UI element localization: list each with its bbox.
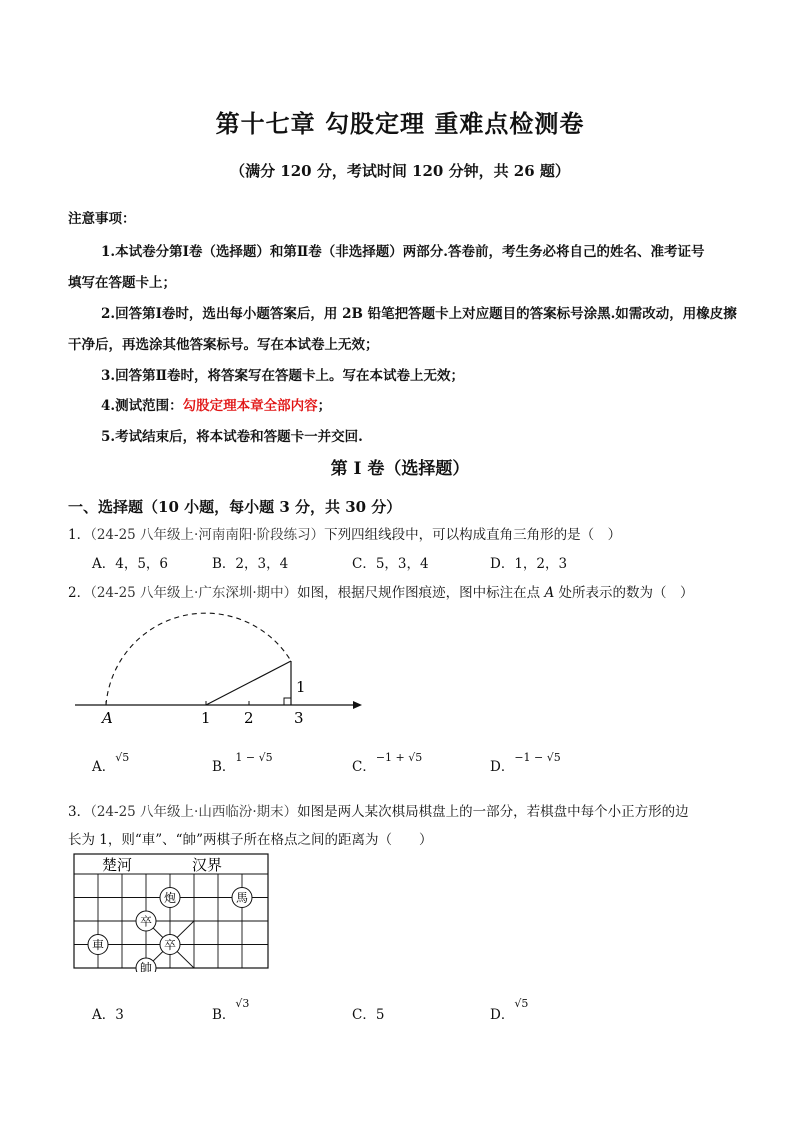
q1-option-a: A．4，5，6: [92, 556, 169, 572]
option-letter: D．: [490, 1007, 515, 1023]
option-expr: −1 − √5: [514, 751, 561, 764]
option-expr: √3: [235, 997, 250, 1010]
option-letter: B．: [212, 759, 236, 775]
question-3: [68, 800, 689, 820]
q1-option-c: C．5，3，4: [352, 556, 429, 572]
q1-option-d: D．1，2，3: [490, 556, 568, 572]
note-item-4-prefix: 4.测试范围：: [101, 398, 183, 414]
question-number: 3．: [68, 804, 91, 820]
test-range: 勾股定理本章全部内容: [182, 398, 318, 414]
question-stem: 如图，根据尺规作图痕迹，图中标注在点: [297, 585, 545, 601]
q3-option-b: [212, 997, 250, 1023]
section-title: 第 I 卷（选择题）: [330, 459, 470, 479]
note-item-1-cont: 填写在答题卡上；: [68, 275, 176, 291]
option-expr: 5: [375, 1007, 385, 1023]
part-heading: 一、选择题（10 小题，每小题 3 分，共 30 分）: [68, 498, 402, 516]
notes-heading: 注意事项：: [68, 211, 136, 227]
option-expr: 1 − √5: [235, 751, 273, 764]
option-letter: B．: [212, 1007, 236, 1023]
number-line-figure: [70, 600, 370, 730]
chessboard-figure: [72, 852, 272, 972]
q2-option-b: [212, 751, 273, 775]
question-2: [68, 581, 693, 601]
label-1: 1: [201, 709, 211, 727]
option-letter: C．: [352, 1007, 376, 1023]
chariot-label: 車: [91, 938, 105, 952]
marshal-label: 帥: [139, 961, 153, 972]
arrow-icon: [353, 701, 362, 709]
option-letter: A．: [92, 1007, 116, 1023]
question-stem-end: 处所表示的数为（ ）: [554, 585, 694, 601]
question-1: [68, 523, 621, 543]
label-a: A: [102, 709, 113, 727]
river-left: 楚河: [102, 856, 133, 874]
note-item-2-cont: 干净后，再选涂其他答案标号。写在本试卷上无效；: [68, 337, 379, 353]
note-item-2: 2.回答第Ⅰ卷时，选出每小题答案后，用 2B 铅笔把答题卡上对应题目的答案标号涂黑.如需改动，用橡皮擦: [101, 306, 737, 322]
q3-option-a: [92, 1003, 124, 1023]
right-angle-icon: [284, 698, 291, 705]
option-expr: √5: [514, 997, 529, 1010]
question-stem: 下列四组线段中，可以构成直角三角形的是（ ）: [324, 527, 622, 543]
horse-label: 馬: [235, 891, 249, 905]
question-number: 2．: [68, 585, 91, 601]
q3-option-c: [352, 1003, 384, 1023]
q2-option-d: [490, 751, 561, 775]
compass-arc: [106, 613, 291, 705]
cannon-label: 炮: [163, 891, 177, 905]
soldier-label-2: 卒: [163, 938, 177, 952]
page-title: 第十七章 勾股定理 重难点检测卷: [215, 109, 585, 138]
option-expr: √5: [115, 751, 130, 764]
question-number: 1．: [68, 527, 91, 543]
question-source: （24-25 八年级上·河南南阳·阶段练习）: [90, 527, 325, 543]
soldier-label: 卒: [139, 914, 153, 929]
option-letter: A．: [92, 759, 116, 775]
hypotenuse: [206, 661, 291, 705]
note-item-4: [101, 394, 331, 414]
river-right: 汉界: [192, 856, 223, 874]
note-item-1: 1.本试卷分第Ⅰ卷（选择题）和第Ⅱ卷（非选择题）两部分.答卷前，考生务必将自己的姓名、准考证号: [101, 244, 705, 260]
label-side-1: 1: [296, 678, 306, 696]
q1-option-b: B．2，3，4: [212, 556, 289, 572]
question-stem: 如图是两人某次棋局棋盘上的一部分，若棋盘中每个小正方形的边: [297, 804, 689, 820]
option-letter: D．: [490, 759, 515, 775]
label-2: 2: [244, 709, 254, 727]
note-item-5: 5.考试结束后，将本试卷和答题卡一并交回.: [101, 429, 363, 445]
q3-option-d: [490, 997, 529, 1023]
option-expr: 3: [115, 1007, 124, 1023]
q2-option-c: [352, 751, 423, 775]
question-source: （24-25 八年级上·山西临汾·期末）: [90, 804, 298, 820]
note-item-4-suffix: ；: [317, 398, 332, 414]
option-letter: C．: [352, 759, 376, 775]
question-3-cont: 长为 1，则“車”、“帥”两棋子所在格点之间的距离为（ ）: [68, 832, 433, 848]
label-3: 3: [294, 709, 304, 727]
option-expr: −1 + √5: [375, 751, 423, 764]
exam-info: （满分 120 分，考试时间 120 分钟，共 26 题）: [230, 162, 570, 180]
q2-option-a: [92, 751, 130, 775]
note-item-3: 3.回答第Ⅱ卷时，将答案写在答题卡上。写在本试卷上无效；: [101, 368, 464, 384]
point-label: A: [544, 585, 555, 601]
question-source: （24-25 八年级上·广东深圳·期中）: [90, 585, 298, 601]
